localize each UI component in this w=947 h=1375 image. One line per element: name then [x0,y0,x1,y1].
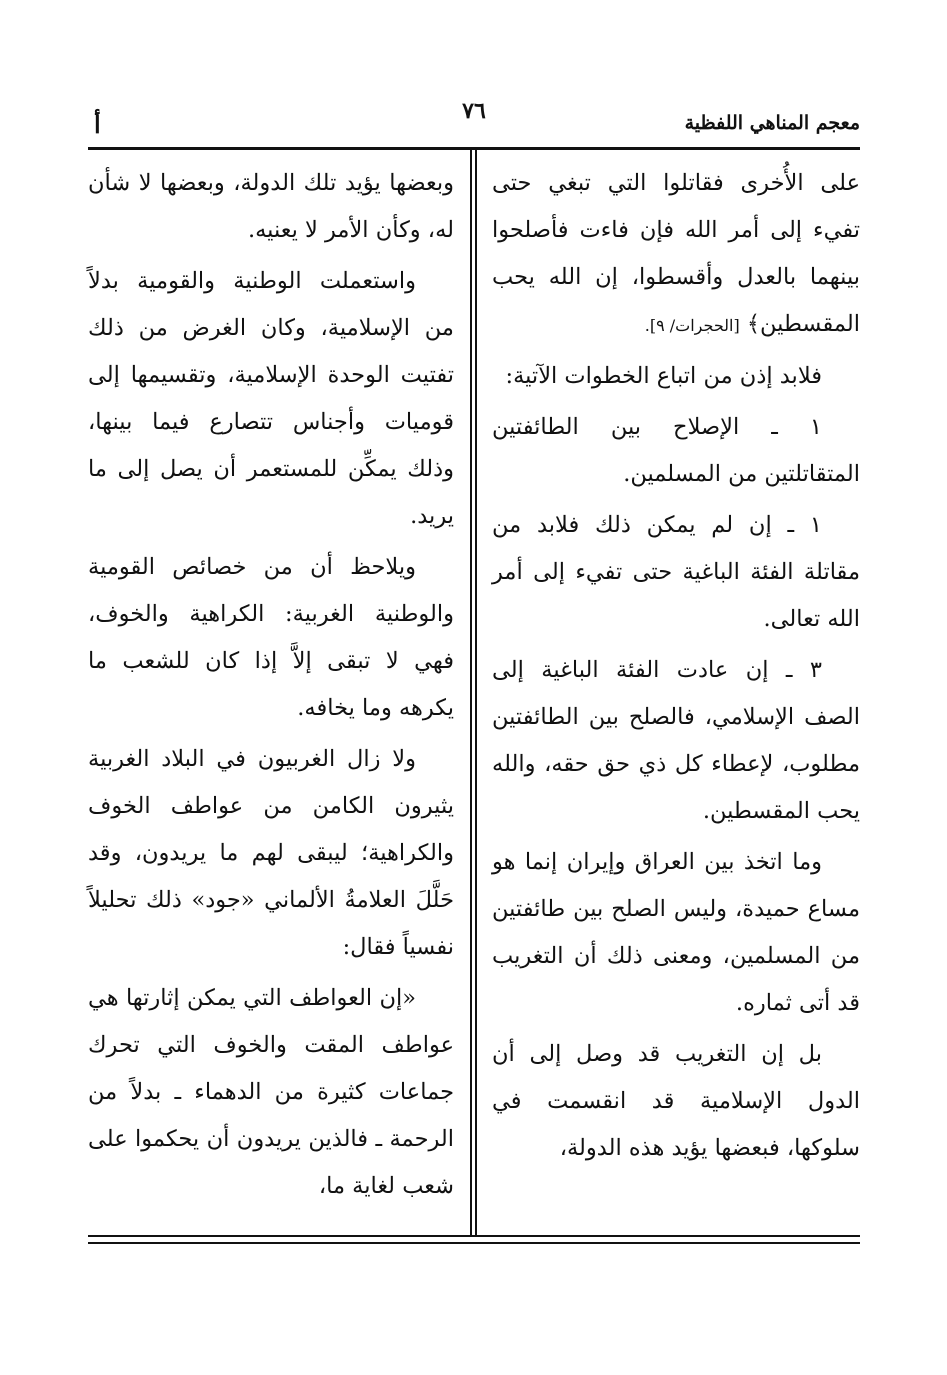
page-header [88,98,860,138]
paragraph: وبعضها يؤيد تلك الدولة، وبعضها لا شأن له، وكأن الأمر لا يعنيه. [88,170,454,243]
paragraph: وما اتخذ بين العراق وإيران إنما هو مساع حميدة، وليس الصلح بين طائفتين من المسلمين، ومعنى ذلك أن التغريب قد أتى ثماره. [492,849,860,1016]
paragraph-text: على الأُخرى فقاتلوا التي تبغي حتى تفيء إلى أمر الله فإن فاءت فأصلحوا بينهما بالعدل وأقسطوا، إن الله يحب المقسطين﴾ [492,170,860,337]
paragraph: ١ ـ الإصلاح بين الطائفتين المتقاتلتين من المسلمين. [492,414,860,487]
paragraph: ٣ ـ إن عادت الفئة الباغية إلى الصف الإسلامي، فالصلح بين الطائفتين مطلوب، لإعطاء كل ذي حق حقه، والله يحب المقسطين. [492,657,860,824]
paragraph: ١ ـ إن لم يمكن ذلك فلابد من مقاتلة الفئة الباغية حتى تفيء إلى أمر الله تعالى. [492,512,860,632]
footer-rule [88,1235,860,1237]
paragraph: واستعملت الوطنية والقومية بدلاً من الإسلامية، وكان الغرض من ذلك تفتيت الوحدة الإسلامية، وتقسيمها إلى قوميات وأجناس تتصارع فيما بينها، وذلك يمكِّن للمستعمر أن يصل إلى ما يريد. [88,268,454,529]
paragraph: ويلاحظ أن من خصائص القومية والوطنية الغربية: الكراهية والخوف، فهي لا تبقى إلاَّ إذا كان للشعب ما يكرهه وما يخافه. [88,554,454,721]
footer-rule [88,1242,860,1244]
section-letter: أ [94,110,101,139]
paragraph [492,160,860,349]
paragraph: فلابد إذن من اتباع الخطوات الآتية: [505,363,822,389]
running-title: معجم المناهي اللفظية [684,112,860,134]
right-column [492,160,860,1176]
paragraph: بل إن التغريب قد وصل إلى أن الدول الإسلامية قد انقسمت في سلوكها، فبعضها يؤيد هذه الدولة، [492,1041,860,1161]
verse-citation: [الحجرات/ ٩]. [644,316,740,335]
left-column [88,160,454,1214]
quotation-paragraph: «إن العواطف التي يمكن إثارتها هي عواطف المقت والخوف التي تحرك جماعات كثيرة من الدهماء ـ بدلاً من الرحمة ـ فالذين يريدون أن يحكموا على شعب لغاية ما، [88,985,454,1199]
page-number: ٧٦ [462,98,486,124]
column-divider [470,150,477,1235]
paragraph: ولا زال الغربيون في البلاد الغربية يثيرون الكامن من عواطف الخوف والكراهية؛ ليبقى لهم ما يريدون، وقد حَلَّلَ العلامةُ الألماني «جود» ذلك تحليلاً نفسياً فقال: [88,746,454,960]
